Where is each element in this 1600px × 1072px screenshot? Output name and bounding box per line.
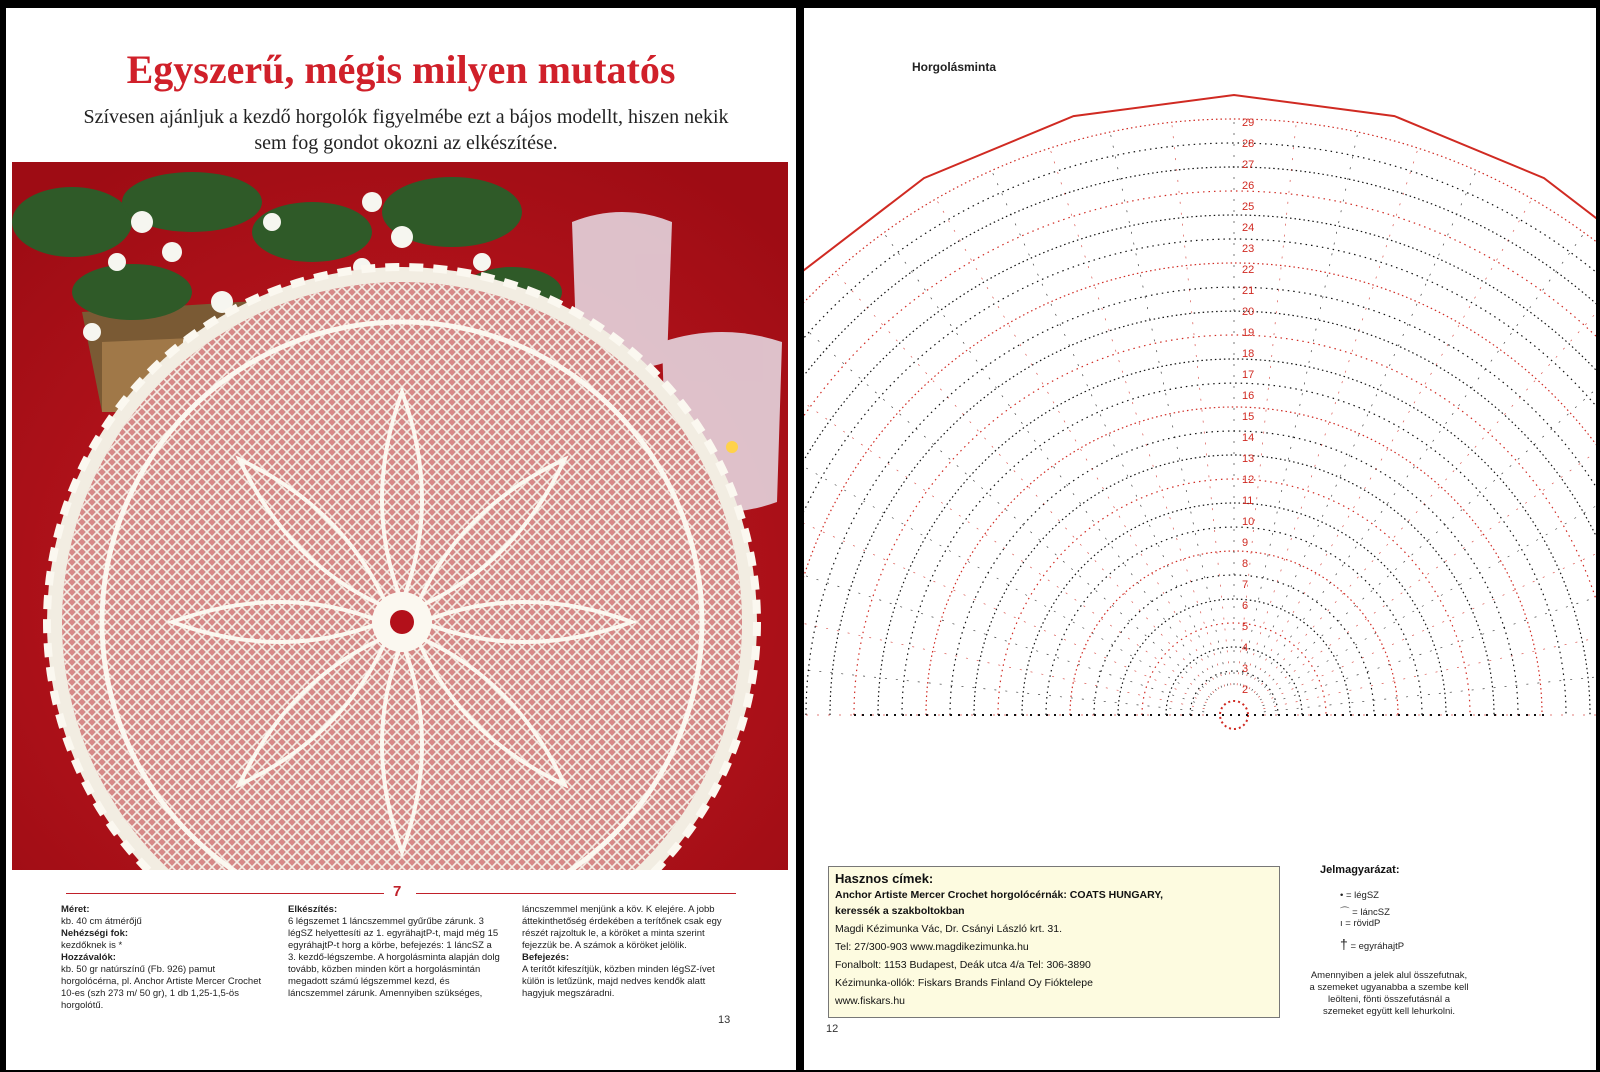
slip-stitch-symbol-icon: ⌒ [1340, 907, 1353, 918]
round-number-label: 6 [1242, 600, 1249, 612]
round-number-label: 29 [1242, 117, 1255, 129]
divider-right [416, 893, 736, 894]
round-number-label: 25 [1242, 201, 1255, 213]
chart-stitch-spoke [1258, 362, 1596, 697]
instructions-label: Elkészítés: [288, 904, 338, 915]
materials-value: kb. 50 gr natúrszínű (Fb. 926) pamut horgolócérna, pl. Anchor Artiste Mercer Crochet 10-es (szh 273 m/ 50 gr), 1 db 1,25-1,5-ös horgolótű. [61, 964, 262, 1011]
chain-symbol-icon: • [1340, 890, 1346, 901]
box-line-4: Tel: 27/300-903 www.magdikezimunka.hu [835, 941, 1029, 953]
box-title: Hasznos címek: [835, 871, 934, 886]
double-crochet-symbol-icon: † [1340, 936, 1348, 952]
round-number-label: 2 [1242, 684, 1249, 696]
round-number-label: 24 [1242, 222, 1255, 234]
round-number-label: 18 [1242, 348, 1255, 360]
chart-round-arc [804, 119, 1596, 715]
chart-stitch-spoke [1171, 118, 1231, 685]
page-number-right: 12 [826, 1023, 839, 1035]
chart-round-arc [804, 263, 1596, 715]
pattern-number: 7 [393, 883, 402, 900]
legend-slip: ⌒ = láncSZ [1340, 907, 1390, 918]
legend-chain: • = légSZ [1340, 890, 1379, 901]
round-number-label: 27 [1242, 159, 1255, 171]
chart-round-arc [854, 335, 1596, 715]
chart-round-arc [830, 311, 1596, 715]
chart-stitch-spoke [1261, 471, 1596, 703]
chart-stitch-spoke [990, 167, 1222, 688]
chart-stitch-spoke [1243, 144, 1419, 686]
round-number-label: 28 [1242, 138, 1255, 150]
round-number-label: 16 [1242, 390, 1255, 402]
round-number-label: 4 [1242, 642, 1249, 654]
chart-round-arc [804, 143, 1596, 715]
chart-round-arc [806, 287, 1596, 715]
difficulty-label: Nehézségi fok: [61, 928, 129, 939]
page-number-left: 13 [718, 1014, 731, 1026]
finishing-text: A terítőt kifeszítjük, közben minden légSZ-ívet külön is letűzünk, majd nedves kendők alatt hagyjuk megszáradni. [522, 964, 715, 999]
finishing-column [522, 904, 737, 1000]
round-number-label: 19 [1242, 327, 1255, 339]
chart-round-arc [1118, 599, 1350, 715]
divider-left [66, 893, 384, 894]
chart-stitch-spoke [1263, 530, 1596, 706]
chart-stitch-spoke [1256, 314, 1596, 695]
crochet-chart [804, 70, 1596, 770]
chart-round-arc [804, 239, 1596, 715]
materials-column [61, 904, 266, 1012]
chart-stitch-spoke [1249, 195, 1534, 689]
chart-stitch-spoke [804, 652, 1204, 712]
round-number-label: 26 [1242, 180, 1255, 192]
round-number-label: 9 [1242, 537, 1249, 549]
right-page [804, 8, 1596, 1070]
box-line-3: Magdi Kézimunka Vác, Dr. Csányi László krt. 31. [835, 923, 1063, 935]
chart-scallop-edge [804, 95, 1596, 715]
box-line-7: www.fiskars.hu [835, 995, 906, 1007]
chart-round-arc [804, 191, 1596, 715]
chart-stitch-spoke [1252, 230, 1587, 691]
chart-round-arc [804, 167, 1596, 715]
round-number-label: 21 [1242, 285, 1255, 297]
legend-title: Jelmagyarázat: [1320, 864, 1400, 876]
round-number-label: 23 [1242, 243, 1255, 255]
doily-photo-illustration [12, 162, 788, 870]
round-number-label: 22 [1242, 264, 1255, 276]
useful-addresses-box [828, 866, 1280, 1018]
chart-round-arc [1070, 551, 1398, 715]
chart-stitch-spoke [804, 362, 1210, 697]
difficulty-value: kezdőknek is * [61, 940, 123, 951]
instructions-column [288, 904, 500, 1000]
chart-stitch-spoke [804, 314, 1212, 695]
box-line-6: Kézimunka-ollók: Fiskars Brands Finland Oy Fióktelepe [835, 977, 1093, 989]
box-line-5: Fonalbolt: 1153 Budapest, Deák utca 4/a Tel: 306-3890 [835, 959, 1091, 971]
legend-note: Amennyiben a jelek alul összefutnak, a szemeket ugyanabba a szembe kell leölteni, fönti összefutásnál a szemeket együtt kell lehurkolni. [1309, 970, 1469, 1017]
article-subtitle: Szívesen ajánljuk a kezdő horgolók figyelmébe ezt a bájos modellt, hiszen nekik sem fog gondot okozni az elkészítése. [83, 106, 729, 154]
article-title: Egyszerű, mégis milyen mutatós [126, 47, 676, 92]
instructions-continued: láncszemmel menjünk a köv. K elejére. A jobb áttekinthetőség érdekében a terítőnek csak egy részét rajzoltuk le, a köröket a minta szerint fejezzük be. A számok a köröket jelölik. [522, 904, 722, 951]
round-number-label: 8 [1242, 558, 1249, 570]
left-page [6, 8, 796, 1070]
chart-stitch-spoke [804, 471, 1207, 703]
finishing-label: Befejezés: [522, 952, 569, 963]
box-line-1: Anchor Artiste Mercer Crochet horgolócérnák: COATS HUNGARY, [835, 889, 1164, 901]
materials-label: Hozzávalók: [61, 952, 116, 963]
doily-photo [12, 162, 788, 870]
chart-round-arc [1046, 527, 1422, 715]
single-crochet-symbol-icon: ı [1340, 918, 1346, 929]
round-number-label: 20 [1242, 306, 1255, 318]
chart-stitch-spoke [934, 195, 1219, 689]
chart-round-arc [804, 215, 1596, 715]
chart-stitch-spoke [804, 530, 1205, 706]
round-number-label: 5 [1242, 621, 1249, 633]
round-number-label: 12 [1242, 474, 1255, 486]
box-line-2: keressék a szakboltokban [835, 905, 965, 917]
round-number-label: 3 [1242, 663, 1249, 675]
chart-round-arc [902, 383, 1566, 715]
center-ring [1220, 701, 1248, 729]
round-number-label: 17 [1242, 369, 1255, 381]
size-value: kb. 40 cm átmérőjű [61, 916, 142, 927]
round-number-label: 14 [1242, 432, 1255, 444]
round-number-label: 11 [1242, 495, 1254, 507]
legend-short: ı = rövidP [1340, 918, 1381, 929]
chart-title: Horgolásminta [912, 60, 997, 74]
chart-stitch-spoke [1264, 652, 1596, 712]
crochet-chart-diagram [804, 70, 1596, 770]
chart-round-arc [1166, 647, 1302, 715]
chart-stitch-spoke [804, 415, 1208, 700]
instructions-text: 6 légszemet 1 láncszemmel gyűrűbe zárunk. 3 légSZ helyettesíti az 1. egyrähajtP-t, majd még 15 egyráhajtP-t horg a körbe, befejezés: 1 láncSZ a 3. kezdő-légszembe. A horgolásminta alapján dolg tovább, közben minden kört a horgolásmintán megadott számú légszemmel kezd, és láncszemmel zárunk. Amennyiben szükséges, [288, 916, 500, 999]
round-number-label: 15 [1242, 411, 1255, 423]
round-number-label: 13 [1242, 453, 1255, 465]
chart-stitch-spoke [1263, 590, 1596, 709]
chart-stitch-spoke [1049, 144, 1225, 686]
chart-stitch-spoke [1260, 415, 1596, 700]
legend-double: † = egyráhajtP [1340, 936, 1405, 952]
size-label: Méret: [61, 904, 90, 915]
chart-stitch-spoke [833, 269, 1214, 693]
round-number-label: 7 [1242, 579, 1249, 591]
round-number-label: 10 [1242, 516, 1255, 528]
